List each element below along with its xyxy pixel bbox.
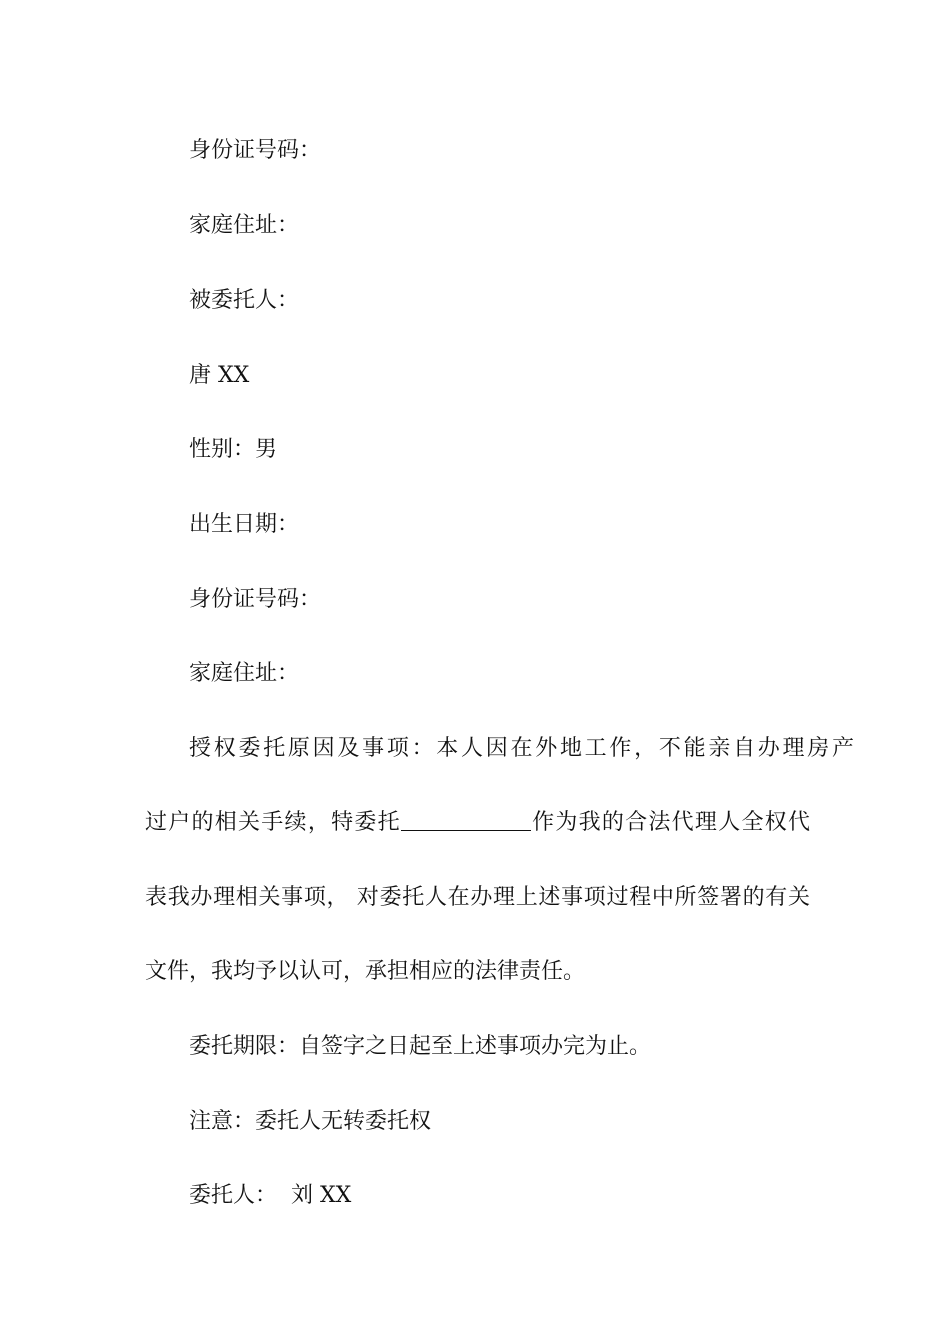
agent-name-blank — [401, 808, 531, 831]
reason-line-2-before: 过户的相关手续，特委托 — [145, 810, 401, 835]
agent-id-label: 身份证号码： — [189, 587, 322, 612]
principal-sign-name: 刘 XX — [291, 1183, 352, 1208]
term-of-authorization: 委托期限：自签字之日起至上述事项办完为止。 — [189, 1034, 652, 1059]
principal-id-label: 身份证号码： — [189, 138, 322, 163]
reason-line-2 — [145, 808, 810, 838]
reason-line-1: 授权委托原因及事项：本人因在外地工作，不能亲自办理房产 — [189, 736, 854, 761]
principal-signature — [145, 1181, 854, 1211]
reason-line-3: 表我办理相关事项， 对委托人在办理上述事项过程中所签署的有关 — [145, 885, 810, 910]
agent-heading: 被委托人： — [189, 288, 300, 313]
agent-birth-label: 出生日期： — [189, 512, 300, 537]
principal-address-label: 家庭住址： — [189, 213, 300, 238]
note: 注意：委托人无转委托权 — [189, 1109, 432, 1134]
agent-address-label: 家庭住址： — [189, 661, 300, 686]
agent-gender: 性别：男 — [189, 437, 278, 462]
principal-sign-label: 委托人： — [189, 1183, 278, 1208]
reason-line-4: 文件，我均予以认可，承担相应的法律责任。 — [145, 959, 586, 984]
reason-line-2-after: 作为我的合法代理人全权代 — [530, 810, 810, 835]
agent-name: 唐 XX — [189, 363, 250, 388]
